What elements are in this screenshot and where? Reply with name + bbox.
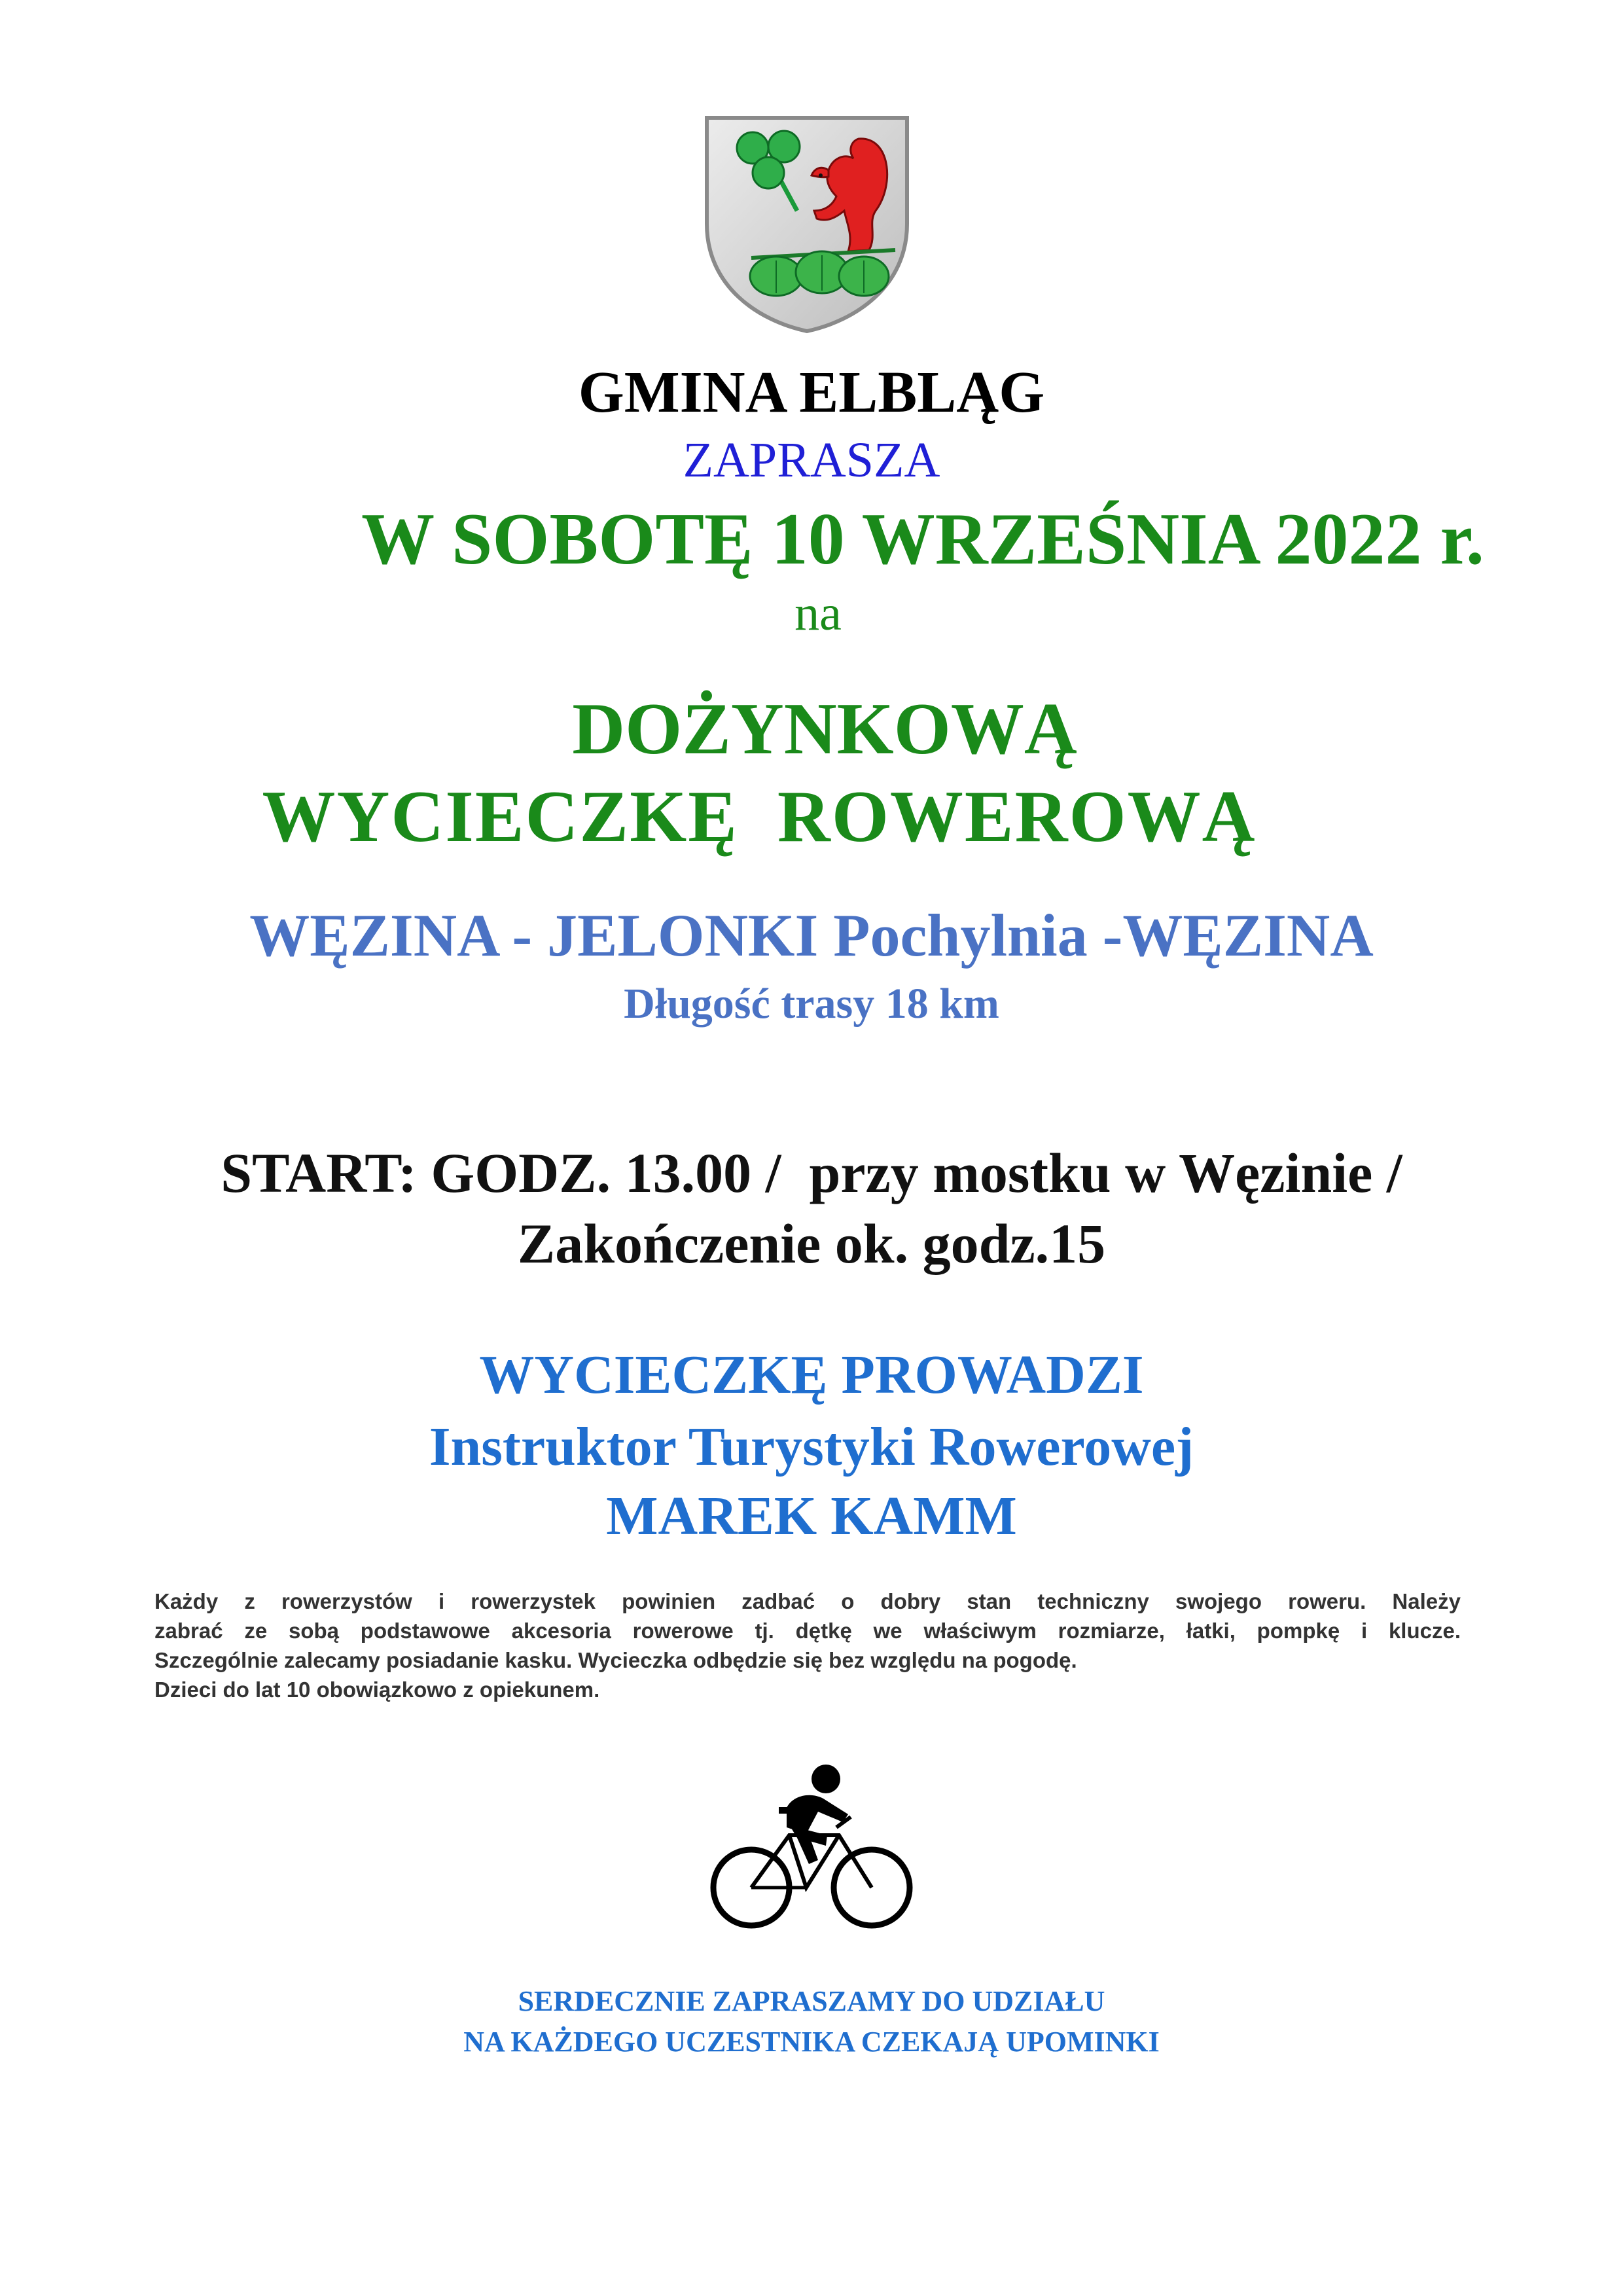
- route-length: Długość trasy 18 km: [624, 980, 999, 1028]
- route-text: WĘZINA - JELONKI Pochylnia -WĘZINA: [249, 902, 1374, 969]
- invite-text: ZAPRASZA: [683, 433, 940, 488]
- coat-of-arms-icon: [699, 113, 915, 335]
- leader-heading: WYCIECZKĘ PROWADZI: [479, 1344, 1144, 1405]
- event-date: W SOBOTĘ 10 WRZEŚNIA 2022 r.: [361, 499, 1484, 580]
- note-line: Szczególnie zalecamy posiadanie kasku. Wycieczka odbędzie się bez względu na pogodę.: [154, 1648, 1077, 1672]
- end-time: Zakończenie ok. godz.15: [517, 1212, 1106, 1275]
- note-line: Każdy z rowerzystów i rowerzystek powinien zadbać o dobry stan techniczny swojego roweru. Należy: [154, 1589, 1461, 1613]
- closing-line-2: NA KAŻDEGO UCZESTNIKA CZEKAJĄ UPOMINKI: [463, 2026, 1160, 2058]
- note-line: Dzieci do lat 10 obowiązkowo z opiekunem.: [154, 1677, 600, 1702]
- participant-notes: [154, 1587, 1461, 1704]
- organizer-title: GMINA ELBLĄG: [578, 360, 1045, 425]
- closing-line-1: SERDECZNIE ZAPRASZAMY DO UDZIAŁU: [518, 1985, 1105, 2017]
- cyclist-icon: [708, 1762, 915, 1937]
- leader-role: Instruktor Turystyki Rowerowej: [429, 1416, 1194, 1477]
- connector-text: na: [794, 586, 842, 641]
- note-line: zabrać ze sobą podstawowe akcesoria rowerowe tj. dętkę we właściwym rozmiarze, łatki, pompkę i klucze.: [154, 1619, 1461, 1643]
- leader-name: MAREK KAMM: [606, 1486, 1017, 1547]
- start-time: START: GODZ. 13.00 / przy mostku w Węzinie /: [221, 1141, 1402, 1204]
- event-title-line-1: DOŻYNKOWĄ: [572, 689, 1077, 770]
- event-title-line-2: WYCIECZKĘ ROWEROWĄ: [262, 776, 1257, 857]
